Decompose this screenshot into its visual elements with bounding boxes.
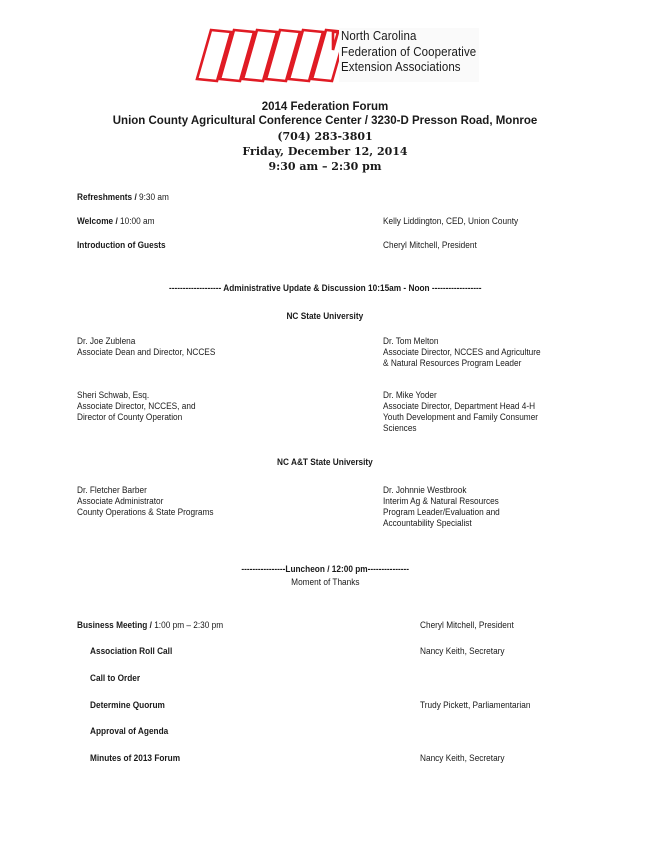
- agenda-item-quorum: Determine Quorum: [90, 700, 165, 710]
- welcome-speaker: Kelly Liddington, CED, Union County: [383, 216, 519, 226]
- ncsu-person-melton: [383, 336, 541, 369]
- logo-line-2: Federation of Cooperative: [341, 44, 477, 59]
- business-meeting-row: [77, 620, 223, 631]
- business-meeting-speaker: Cheryl Mitchell, President: [420, 620, 514, 630]
- agenda-item-minutes: Minutes of 2013 Forum: [90, 753, 181, 763]
- refreshments-row: [77, 192, 169, 203]
- logo-mark-tail: [333, 32, 338, 50]
- person-name: Dr. Joe Zublena: [77, 336, 136, 346]
- ncat-heading: NC A&T State University: [277, 457, 373, 467]
- time-line: 9:30 am – 2:30 pm: [268, 160, 382, 173]
- ncsu-person-schwab: [77, 390, 196, 423]
- agenda-item-speaker: Nancy Keith, Secretary: [420, 646, 505, 656]
- person-title: Sciences: [383, 423, 417, 433]
- agenda-item-call-to-order: Call to Order: [90, 673, 141, 683]
- welcome-label: Welcome /: [77, 216, 121, 226]
- logo-line-3: Extension Associations: [341, 60, 461, 74]
- agenda-item-speaker: Trudy Pickett, Parliamentarian: [420, 700, 531, 710]
- person-title: Director of County Operation: [77, 412, 183, 422]
- ncsu-person-zublena: [77, 336, 215, 358]
- ncsu-heading: NC State University: [286, 311, 364, 321]
- person-title: Youth Development and Family Consumer: [383, 412, 539, 422]
- person-title: Associate Director, NCCES and Agriculture: [383, 347, 541, 357]
- introduction-label: Introduction of Guests: [77, 240, 166, 250]
- welcome-time: 10:00 am: [120, 216, 155, 226]
- person-title: Associate Administrator: [77, 496, 164, 506]
- person-name: Sheri Schwab, Esq.: [77, 390, 150, 400]
- person-title: Program Leader/Evaluation and: [383, 507, 500, 517]
- ncat-person-westbrook: [383, 485, 500, 529]
- agenda-item-speaker: Nancy Keith, Secretary: [420, 753, 505, 763]
- luncheon-heading: ----------------Luncheon / 12:00 pm---------------: [241, 564, 409, 574]
- person-title: Accountability Specialist: [383, 518, 472, 528]
- business-meeting-label: Business Meeting /: [77, 620, 155, 630]
- person-title: County Operations & State Programs: [77, 507, 214, 517]
- person-name: Dr. Tom Melton: [383, 336, 439, 346]
- logo-line-1: North Carolina: [341, 29, 417, 43]
- welcome-row: [77, 216, 155, 227]
- business-meeting-time: 1:00 pm – 2:30 pm: [154, 620, 224, 630]
- agenda-item-approval: Approval of Agenda: [90, 726, 169, 736]
- person-name: Dr. Fletcher Barber: [77, 485, 147, 495]
- date-line: Friday, December 12, 2014: [242, 145, 408, 158]
- refreshments-label: Refreshments /: [77, 192, 140, 202]
- phone-line: (704) 283-3801: [277, 130, 373, 143]
- venue-line: Union County Agricultural Conference Center / 3230-D Presson Road, Monroe: [112, 115, 538, 127]
- person-name: Dr. Mike Yoder: [383, 390, 437, 400]
- person-title: Associate Director, Department Head 4-H: [383, 401, 536, 411]
- person-title: Interim Ag & Natural Resources: [383, 496, 499, 506]
- refreshments-time: 9:30 am: [139, 192, 169, 202]
- logo-text: [341, 29, 476, 76]
- ncat-person-barber: [77, 485, 214, 518]
- person-title: & Natural Resources Program Leader: [383, 358, 522, 368]
- introduction-speaker: Cheryl Mitchell, President: [383, 240, 477, 250]
- luncheon-subtitle: Moment of Thanks: [290, 577, 360, 587]
- agenda-item-roll-call: Association Roll Call: [90, 646, 173, 656]
- person-title: Associate Dean and Director, NCCES: [77, 347, 216, 357]
- ncsu-person-yoder: [383, 390, 538, 434]
- person-name: Dr. Johnnie Westbrook: [383, 485, 467, 495]
- person-title: Associate Director, NCCES, and: [77, 401, 196, 411]
- admin-update-heading: ------------------- Administrative Update & Discussion 10:15am - Noon ------------------: [168, 283, 482, 293]
- forum-title: 2014 Federation Forum: [261, 101, 389, 113]
